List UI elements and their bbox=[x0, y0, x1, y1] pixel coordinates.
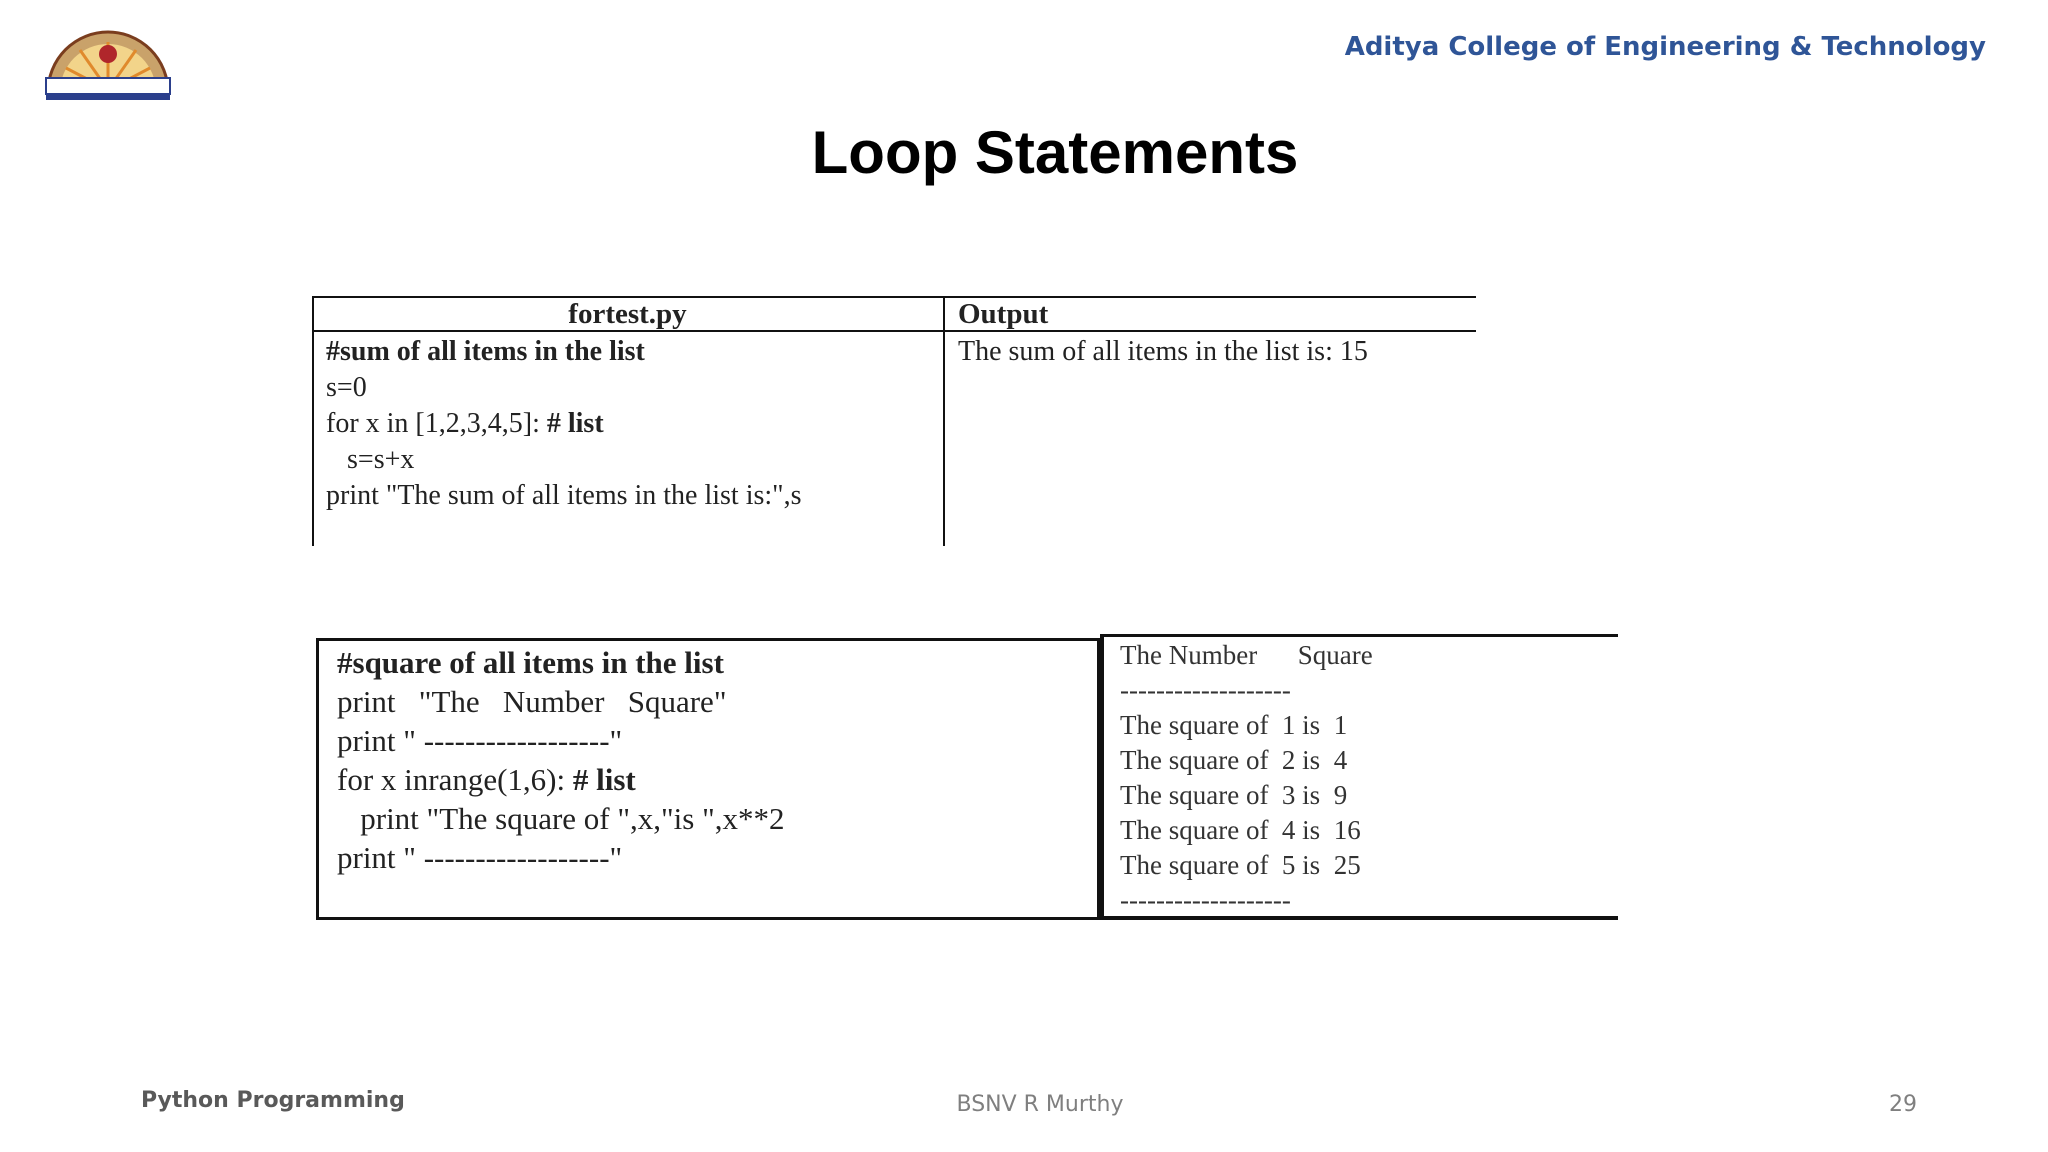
code-line: print " ------------------" bbox=[337, 723, 623, 758]
output-line: The sum of all items in the list is: 15 bbox=[958, 336, 1368, 367]
footer-author: BSNV R Murthy bbox=[956, 1092, 1124, 1117]
output-block bbox=[958, 334, 1368, 370]
code-line: print "The Number Square" bbox=[337, 684, 727, 719]
code-line: for x inrange(1,6): # list bbox=[337, 762, 636, 797]
output-line: The square of 1 is 1 bbox=[1120, 710, 1348, 740]
output-line: The square of 5 is 25 bbox=[1120, 850, 1361, 880]
output-block bbox=[1120, 638, 1373, 918]
page-number: 29 bbox=[1889, 1092, 1917, 1117]
code-line: s=0 bbox=[326, 372, 367, 403]
table-border bbox=[1100, 634, 1104, 920]
code-block bbox=[337, 643, 785, 877]
column-header-file: fortest.py bbox=[568, 298, 687, 330]
square-output-table bbox=[1100, 634, 1618, 920]
footer-course-name: Python Programming bbox=[141, 1088, 405, 1113]
square-code-table bbox=[316, 638, 1100, 920]
code-line: print "The sum of all items in the list is:",s bbox=[326, 480, 802, 511]
output-line: The Number Square bbox=[1120, 640, 1373, 670]
output-line: The square of 2 is 4 bbox=[1120, 745, 1348, 775]
code-block bbox=[326, 334, 802, 514]
table-header-divider bbox=[312, 330, 1476, 332]
code-line: print " ------------------" bbox=[337, 840, 623, 875]
college-name: Aditya College of Engineering & Technology bbox=[1344, 32, 1986, 62]
college-logo bbox=[40, 20, 176, 104]
fortest-table bbox=[312, 296, 1476, 546]
output-line: ------------------- bbox=[1120, 675, 1291, 705]
output-line: ------------------- bbox=[1120, 885, 1291, 915]
column-header-output: Output bbox=[958, 298, 1049, 330]
code-line: #square of all items in the list bbox=[337, 645, 724, 680]
table-border bbox=[312, 296, 314, 546]
code-line: #sum of all items in the list bbox=[326, 336, 645, 367]
code-line: s=s+x bbox=[326, 444, 415, 475]
output-line: The square of 3 is 9 bbox=[1120, 780, 1348, 810]
code-line: for x in [1,2,3,4,5]: # list bbox=[326, 408, 604, 439]
table-border bbox=[1100, 634, 1618, 637]
code-line: print "The square of ",x,"is ",x**2 bbox=[337, 801, 785, 836]
column-divider bbox=[943, 296, 945, 546]
slide-title: Loop Statements bbox=[811, 119, 1299, 186]
output-line: The square of 4 is 16 bbox=[1120, 815, 1361, 845]
